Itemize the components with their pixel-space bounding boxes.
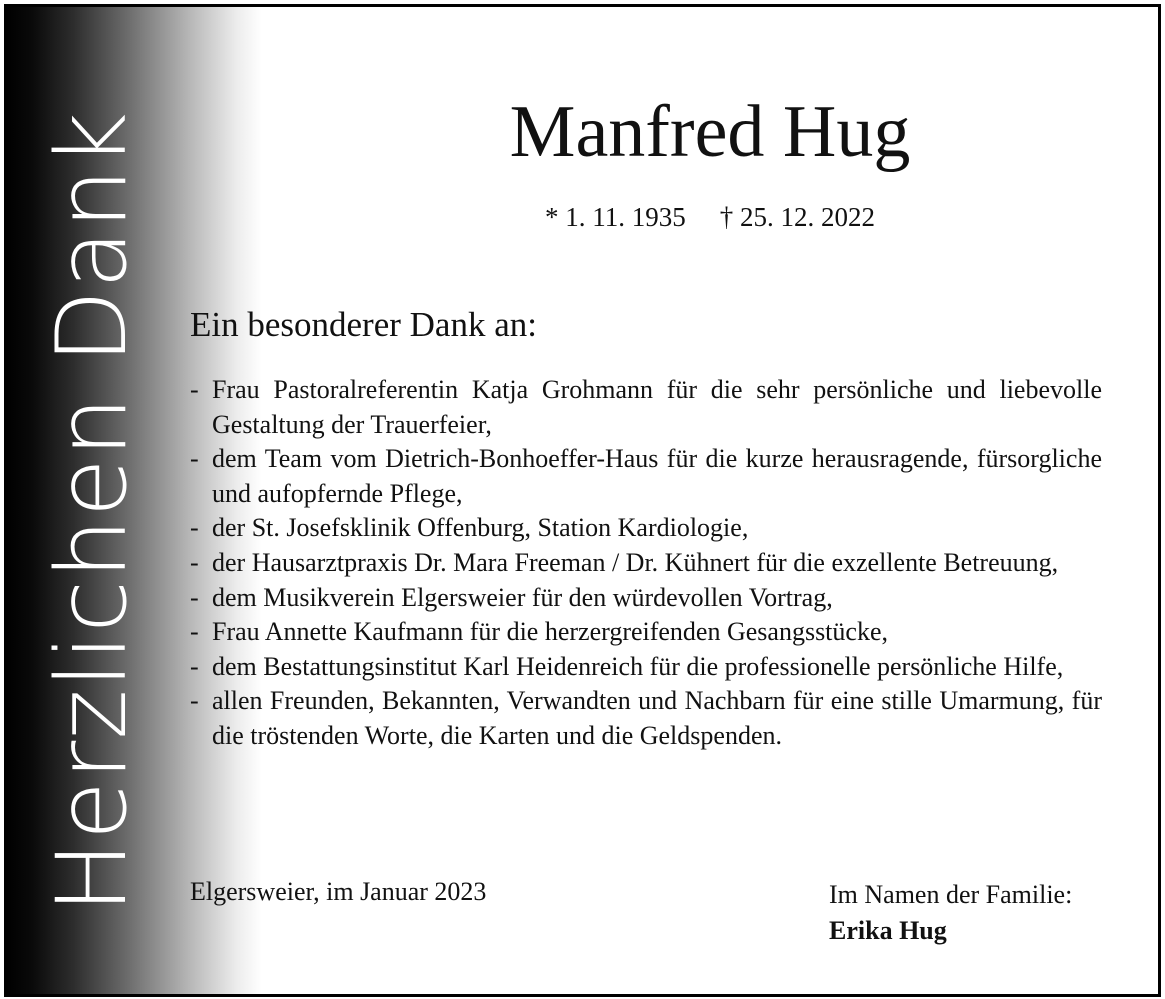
- list-item: - allen Freunden, Bekannten, Verwandten und Nachbarn für eine stille Umarmung, für die tröstenden Worte, die Karten und die Geldspenden.: [190, 684, 1102, 753]
- death-date: † 25. 12. 2022: [719, 202, 875, 232]
- list-item: - der Hausarztpraxis Dr. Mara Freeman / Dr. Kühnert für die exzellente Betreuung,: [190, 546, 1102, 581]
- list-item: - dem Bestattungsinstitut Karl Heidenreich für die professionelle persönliche Hilfe,: [190, 650, 1102, 685]
- signature-intro: Im Namen der Familie:: [829, 880, 1073, 909]
- signer-name: Erika Hug: [829, 916, 947, 945]
- birth-date: * 1. 11. 1935: [545, 202, 686, 232]
- deceased-name: Manfred Hug: [509, 91, 911, 173]
- life-dates: [262, 202, 1158, 233]
- thanks-heading: Ein besonderer Dank an:: [190, 305, 537, 344]
- list-item: - der St. Josefsklinik Offenburg, Station Kardiologie,: [190, 511, 1102, 546]
- obituary-card: [4, 4, 1161, 997]
- signature-block: [829, 877, 1072, 949]
- side-title: Herzlichen Dank: [36, 110, 148, 914]
- list-item: - Frau Annette Kaufmann für die herzergreifenden Gesangsstücke,: [190, 615, 1102, 650]
- thanks-list: [190, 373, 1102, 754]
- list-item: - Frau Pastoralreferentin Katja Grohmann für die sehr persönliche und liebevolle Gestaltung der Trauerfeier,: [190, 373, 1102, 442]
- place-date: Elgersweier, im Januar 2023: [190, 877, 487, 906]
- list-item: - dem Team vom Dietrich-Bonhoeffer-Haus für die kurze herausragende, fürsorgliche und aufopfernde Pflege,: [190, 442, 1102, 511]
- list-item: - dem Musikverein Elgersweier für den würdevollen Vortrag,: [190, 581, 1102, 616]
